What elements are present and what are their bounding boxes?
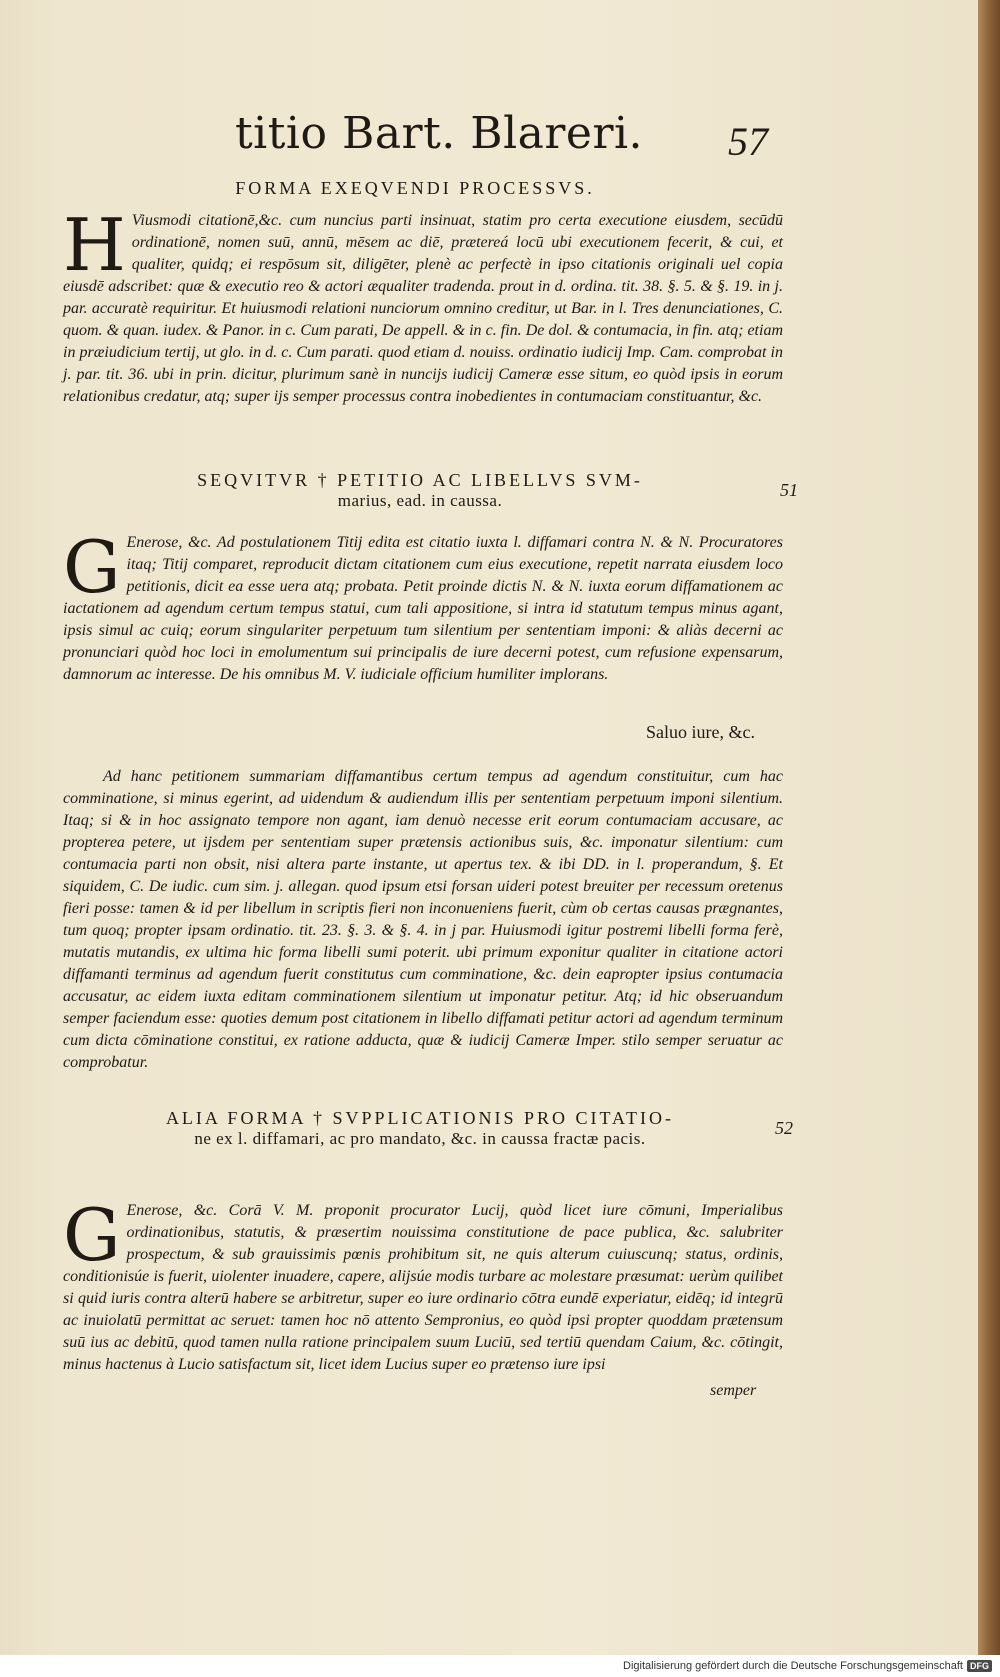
dropcap-4: G <box>63 1193 121 1277</box>
footer-credit: Digitalisierung gefördert durch die Deutsche Forschungsgemeinschaft <box>623 1660 963 1672</box>
dfg-logo-icon: DFG <box>967 1660 992 1672</box>
running-title: titio Bart. Blareri. <box>235 108 644 159</box>
margin-number-51: 51 <box>780 480 798 500</box>
dropcap-2: G <box>63 525 121 609</box>
section-heading-4 <box>100 1108 740 1149</box>
page-number: 57 <box>728 119 768 164</box>
closing-formula: Saluo iure, &c. <box>646 722 755 742</box>
book-edge <box>978 0 1000 1655</box>
section-text-1: Viusmodi citationē,&c. cum nuncius parti insinuat, statim pro certa executione eiusdem, secūdū ordinationē, nomen suū, annū, mēsem ac diē, prætereá locū ubi executionem fecerit, & cui, et qualiter, quidq; ei respōsum sit, diligēter, plenè ac perfectè in ipso citationis originali uel copia eiusdē adscribet: quæ & executio reo & actori æqualiter tradenda. prout in d. ordina. tit. 38. §. 5. & §. 19. in j. par. accuratè requiritur. Et huiusmodi relationi nunciorum omnino creditur, ut Bar. in l. Tres denunciationes, C. quom. & quan. iudex. & Panor. in c. Cum parati, De appell. & in c. fin. De dol. & contumacia, in fin. atq; etiam in præiudicium tertij, ut glo. in d. c. Cum parati. quod etiam d. nouiss. ordinatio iudicij Imp. Cam. comprobat in j. par. tit. 36. ubi in prin. dicitur, plurimum sanè in nuncijs iudicij Cameræ esse situm, eo quòd ipsis in eorum relationibus credatur, atq; super ijs semper processus contra inobedientes in contumaciam constituantur, &c. <box>63 212 783 405</box>
section-heading-1 <box>205 178 625 199</box>
digitization-footer <box>0 1655 1000 1677</box>
margin-number-52: 52 <box>775 1118 793 1138</box>
section-text-3: Ad hanc petitionem summariam diffamantibus certum tempus ad agendum constituitur, cum hac comminatione, si minus egerint, ad uidendum & audiendum illis per sententiam perpetuum imponi silentium. Itaq; si & in hoc assignato tempore non agant, iam denuò necesse erit eorum contumaciam accusare, ac propterea petere, ut ijsdem per sententiam super prætensis actionibus suis, &c. imponatur silentium: cum contumacia parti non obsit, nisi altera parte instante, ut apertus tex. & ibi DD. in l. properandum, §. Et siquidem, C. De iudic. cum sim. j. allegan. quod ipsum etsi forsan uideri potest breuiter per recessum oretenus fieri posse: tamen & id per libellum in scriptis fieri non inconueniens fuerit, cùm ob certas causas prægnantes, tum quoq; propter ipsam ordinatio. tit. 23. §. 3. & §. 4. in j par. Huiusmodi igitur postremi libelli forma ferè, mutatis mutandis, ex ultima hic forma libelli sumi poterit. ubi primum exponitur qualiter in citatione actori diffamanti terminus ad agendum fuerit constitutus cum comminatione, &c. dein eapropter ipsius contumacia accusatur, ac eidem iuxta editam comminationem silentium ut imponatur petitur. Atq; id hic obseruandum semper faciendum esse: quoties demum post citationem in libello diffamati petitur actori ad agendum terminum cum dicta cōminatione constitui, ex ratione adducta, quæ & iudicij Cameræ Imper. stilo semper seruatur ac comprobatur. <box>63 768 783 1071</box>
section-heading-4-text: ALIA FORMA † SVPPLICATIONIS PRO CITATIO- <box>165 1108 675 1128</box>
section-text-4: Enerose, &c. Corā V. M. proponit procurator Lucij, quòd licet iure cōmuni, Imperialibus ordinationibus, statutis, & præsertim nouissima constitutione de pace publica, &c. salubriter prospectum, & sub grauissimis pœnis prohibitum sit, ne quis alterum cuiuscunq; status, ordinis, conditionisúe is fuerit, uiolenter inuadere, capere, alijsúe modis turbare ac molestare præsumat: uerùm quilibet si quid iuris contra alterū habere se arbitretur, super eo iure ordinario cōtra eundē experiatur, eidēq; id integrū ac inuiolatū permittat ac seruet: tamen hoc nō attento Sempronius, eo quòd ipsi propter quoddam prætensum suū ius ac debitū, quod tamen nulla ratione principalem suum Luciū, sed tertiū quendam Caium, &c. cōtingit, minus hactenus à Lucio satisfactum sit, licet idem Lucius super eo prætenso iure ipsi <box>63 1202 783 1373</box>
section-heading-1-text: FORMA EXEQVENDI PROCESSVS. <box>235 178 595 198</box>
dropcap-1: H <box>63 203 126 287</box>
section-body-2 <box>63 525 783 686</box>
catchword: semper <box>710 1382 757 1399</box>
section-text-2: Enerose, &c. Ad postulationem Titij edita est citatio iuxta l. diffamari contra N. & N. Procuratores itaq; Titij comparet, reproducit dictam citationem cum eius executione, repetit narrata eiusdem loco petitionis, dicit ea esse uera atq; probata. Petit proinde dictis N. & N. iuxta eorum diffamationem ac iactationem ad agendum certum tempus statui, cum tali appositione, si intra id statutum tempus minus agant, ipsis simul ac cuiq; eorum singulariter perpetuum tum silentium per sententiam imponi: & aliàs decerni ac pronunciari quòd hoc loci in emolumentum sui principalis de iure decerni potest, cum refusione expensarum, damnorum ac interesse. De his omnibus M. V. iudiciale officium humiliter implorans. <box>63 534 783 683</box>
section-heading-2 <box>140 470 700 511</box>
section-heading-2-text: SEQVITVR † PETITIO AC LIBELLVS SVM- <box>197 470 643 490</box>
section-body-1 <box>63 203 783 408</box>
section-subheading-4: ne ex l. diffamari, ac pro mandato, &c. in caussa fractæ pacis. <box>194 1129 646 1148</box>
section-body-4 <box>63 1193 783 1376</box>
section-body-3 <box>63 766 783 1074</box>
section-subheading-2: marius, ead. in caussa. <box>337 491 503 510</box>
